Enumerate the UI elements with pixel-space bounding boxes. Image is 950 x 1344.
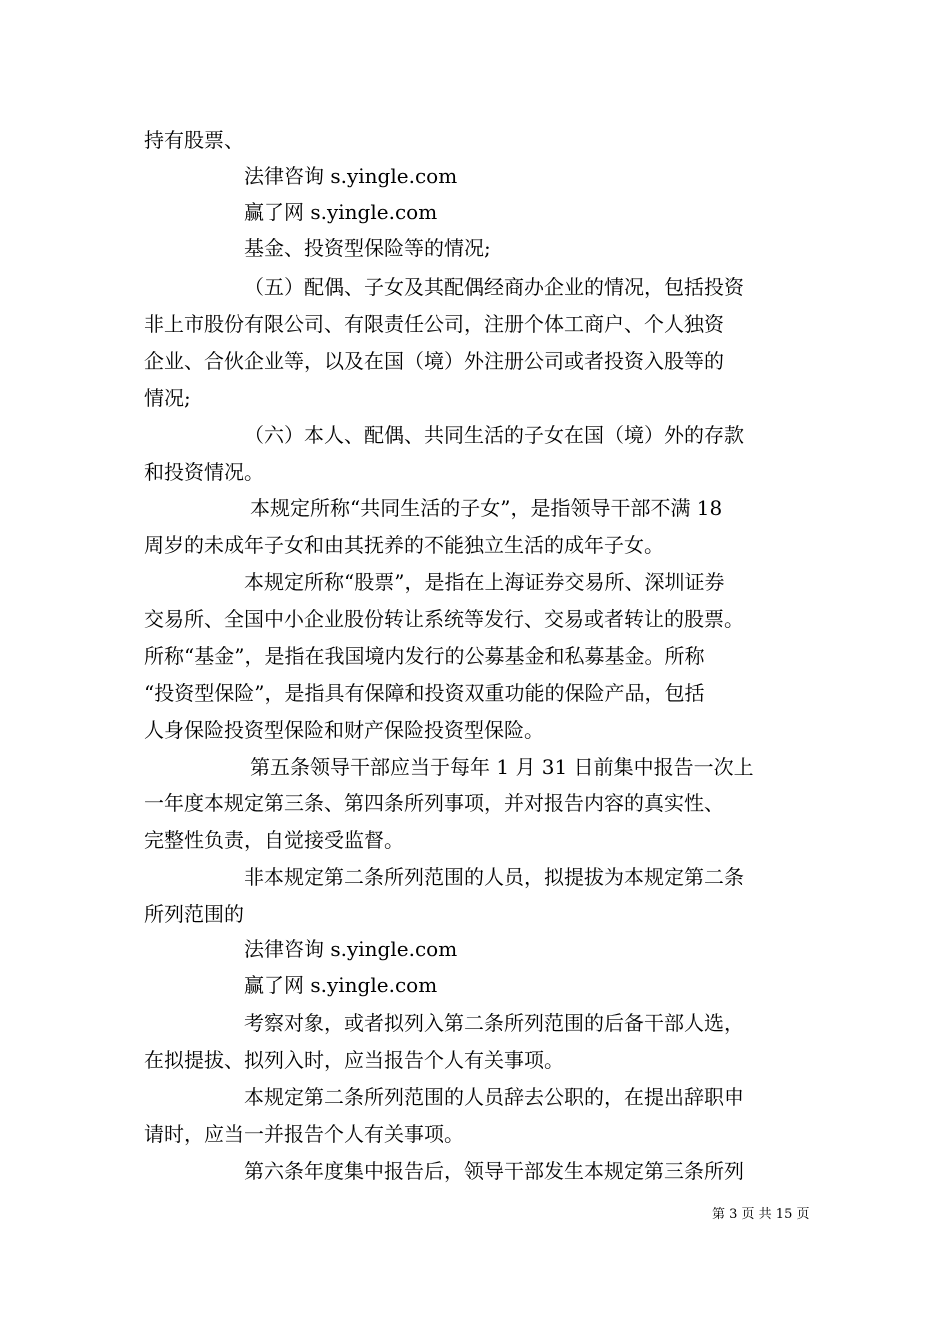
text-line: （六）本人、配偶、共同生活的子女在国（境）外的存款 [244,423,744,447]
text-line: 交易所、全国中小企业股份转让系统等发行、交易或者转让的股票。 [144,607,744,631]
text-line: 完整性负责，自觉接受监督。 [144,828,404,852]
text-line: 情况; [144,386,191,410]
text-line: 第五条领导干部应当于每年 1 月 31 日前集中报告一次上 [250,755,754,779]
text-line: 周岁的未成年子女和由其抚养的不能独立生活的成年子女。 [144,533,664,557]
text-line: 人身保险投资型保险和财产保险投资型保险。 [144,718,544,742]
text-line: 第六条年度集中报告后，领导干部发生本规定第三条所列 [244,1159,744,1183]
text-line: 持有股票、 [144,128,244,152]
text-line: 在拟提拔、拟列入时，应当报告个人有关事项。 [144,1048,564,1072]
text-line: 法律咨询 s.yingle.com [244,937,458,961]
text-line: 基金、投资型保险等的情况; [244,236,491,260]
text-line: 所列范围的 [144,902,244,926]
text-line: 赢了网 s.yingle.com [244,200,438,224]
text-line: 请时，应当一并报告个人有关事项。 [144,1122,464,1146]
text-line: 和投资情况。 [144,460,264,484]
text-line: 法律咨询 s.yingle.com [244,164,458,188]
text-line: 考察对象，或者拟列入第二条所列范围的后备干部人选， [244,1011,744,1035]
text-line: 本规定所称“共同生活的子女”，是指领导干部不满 18 [250,496,723,520]
text-line: 企业、合伙企业等，以及在国（境）外注册公司或者投资入股等的 [144,349,724,373]
text-line: 非本规定第二条所列范围的人员，拟提拔为本规定第二条 [244,865,744,889]
text-line: “投资型保险”，是指具有保障和投资双重功能的保险产品，包括 [144,681,705,705]
text-line: 所称“基金”，是指在我国境内发行的公募基金和私募基金。所称 [144,644,705,668]
text-line: 赢了网 s.yingle.com [244,973,438,997]
page-number-footer: 第 3 页 共 15 页 [712,1207,810,1222]
text-line: 本规定第二条所列范围的人员辞去公职的，在提出辞职申 [244,1085,744,1109]
text-line: 非上市股份有限公司、有限责任公司，注册个体工商户、个人独资 [144,312,724,336]
text-line: 本规定所称“股票”，是指在上海证券交易所、深圳证券 [244,570,725,594]
text-line: （五）配偶、子女及其配偶经商办企业的情况，包括投资 [244,275,744,299]
text-line: 一年度本规定第三条、第四条所列事项，并对报告内容的真实性、 [144,791,724,815]
